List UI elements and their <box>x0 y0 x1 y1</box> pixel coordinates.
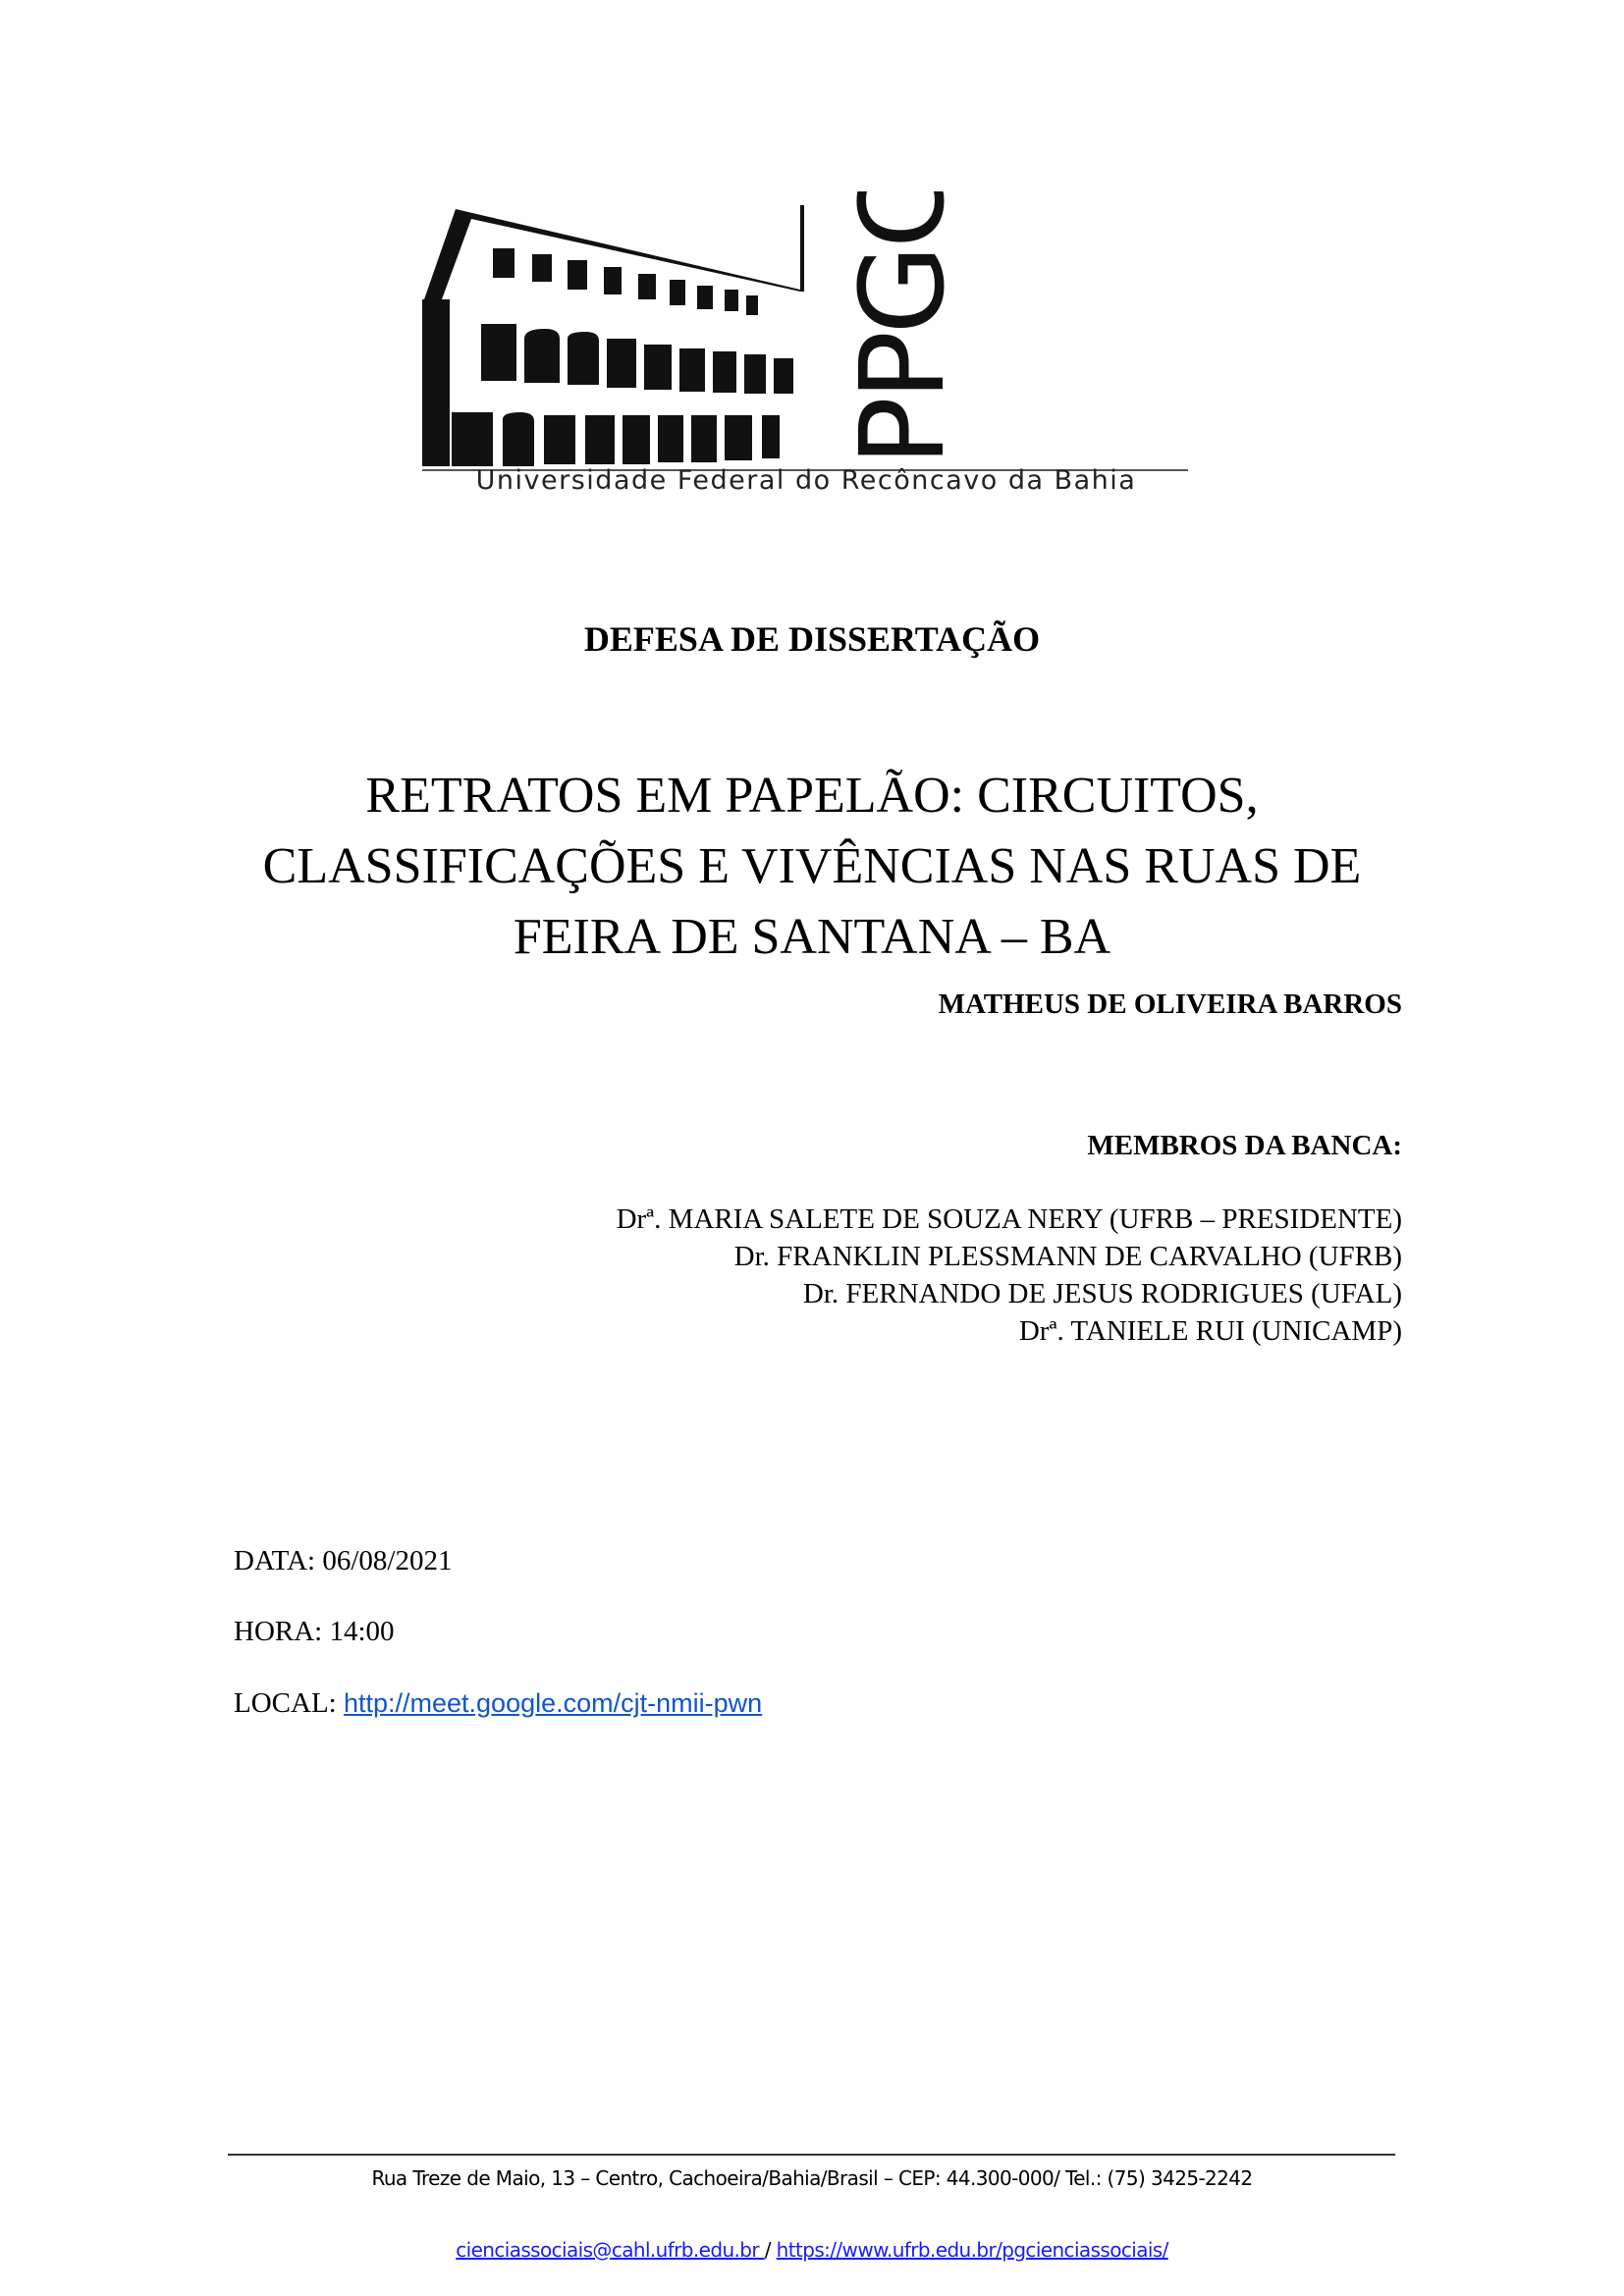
dissertation-title <box>157 761 1467 973</box>
building-illustration-icon <box>412 191 1198 506</box>
banca-member: Dr. FERNANDO DE JESUS RODRIGUES (UFAL) <box>802 1278 1402 1309</box>
footer-address: Rua Treze de Maio, 13 – Centro, Cachoeira/Bahia/Brasil – CEP: 44.300-000/ Tel.: (75) 3425-2242 <box>371 2166 1253 2190</box>
event-date <box>234 1545 452 1577</box>
event-time <box>234 1616 395 1648</box>
footer-separator: / <box>764 2238 771 2262</box>
institution-name: Universidade Federal do Recôncavo da Bahia <box>475 465 1137 496</box>
website-link[interactable]: https://www.ufrb.edu.br/pgcienciassociais/ <box>776 2238 1168 2262</box>
title-line: RETRATOS EM PAPELÃO: CIRCUITOS, <box>365 768 1259 824</box>
footer-links <box>0 2238 1624 2262</box>
ppgcs-logo <box>412 191 1198 506</box>
title-line: CLASSIFICAÇÕES E VIVÊNCIAS NAS RUAS DE <box>262 838 1362 894</box>
place-label: LOCAL: <box>234 1687 337 1719</box>
banca-member: Dr. FRANKLIN PLESSMANN DE CARVALHO (UFRB) <box>733 1241 1402 1272</box>
time-label: HORA: <box>234 1616 323 1647</box>
ppgcs-acronym: PPGCS <box>835 191 970 466</box>
time-value: 14:00 <box>329 1616 395 1647</box>
footer-divider <box>228 2154 1395 2156</box>
event-place <box>234 1687 762 1720</box>
date-value: 06/08/2021 <box>322 1545 453 1576</box>
banca-member: Drª. TANIELE RUI (UNICAMP) <box>1018 1315 1402 1347</box>
meet-link[interactable]: http://meet.google.com/cjt-nmii-pwn <box>343 1688 763 1718</box>
author-name: MATHEUS DE OLIVEIRA BARROS <box>938 988 1402 1020</box>
banca-member: Drª. MARIA SALETE DE SOUZA NERY (UFRB – PRESIDENTE) <box>616 1203 1402 1235</box>
banca-members <box>617 1201 1402 1350</box>
banca-heading: MEMBROS DA BANCA: <box>1087 1130 1402 1161</box>
date-label: DATA: <box>234 1545 316 1576</box>
title-line: FEIRA DE SANTANA – BA <box>513 909 1111 965</box>
email-link[interactable]: cienciassociais@cahl.ufrb.edu.br <box>456 2238 765 2262</box>
document-kicker: DEFESA DE DISSERTAÇÃO <box>583 619 1041 659</box>
